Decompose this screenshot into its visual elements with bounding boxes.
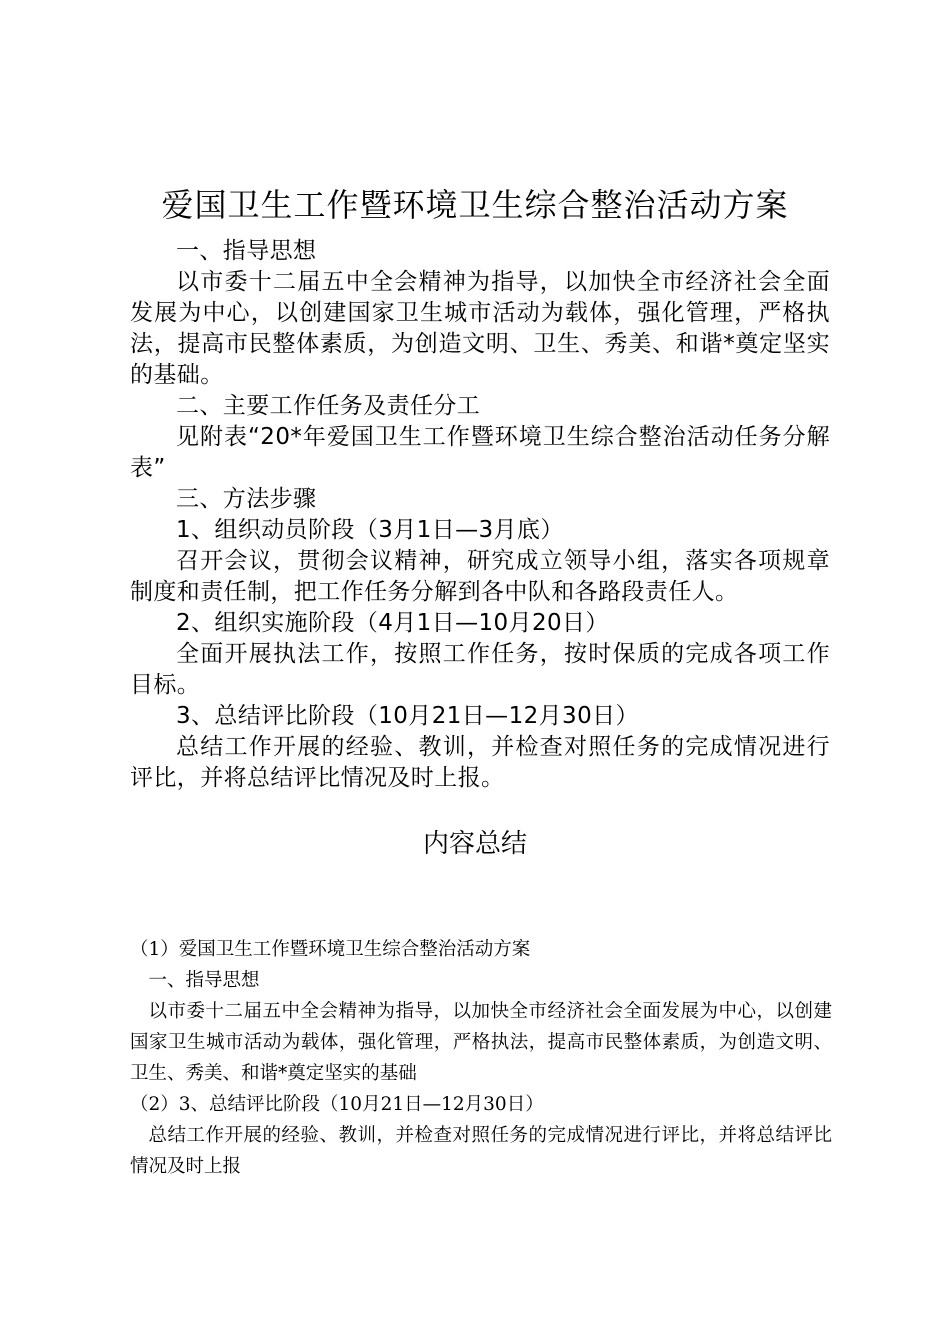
paragraph: 见附表“20*年爱国卫生工作暨环境卫生综合整治活动任务分解表” xyxy=(130,424,830,481)
step-heading: 3、总结评比阶段（10月21日—12月30日） xyxy=(176,703,639,729)
summary-line: （2）3、总结评比阶段（10月21日—12月30日） xyxy=(130,1094,544,1115)
summary-body xyxy=(130,934,832,1182)
summary-line: （1）爱国卫生工作暨环境卫生综合整治活动方案 xyxy=(130,939,531,960)
summary-heading: 内容总结 xyxy=(422,829,527,859)
paragraph: 召开会议，贯彻会议精神，研究成立领导小组，落实各项规章制度和责任制，把工作任务分解到各中队和各路段责任人。 xyxy=(130,548,830,605)
paragraph: 总结工作开展的经验、教训，并检查对照任务的完成情况进行评比，并将总结评比情况及时上报。 xyxy=(130,734,830,791)
summary-line: 总结工作开展的经验、教训，并检查对照任务的完成情况进行评比，并将总结评比情况及时上报 xyxy=(130,1125,832,1177)
paragraph: 全面开展执法工作，按照工作任务，按时保质的完成各项工作目标。 xyxy=(130,641,830,698)
paragraph: 以市委十二届五中全会精神为指导，以加快全市经济社会全面发展为中心，以创建国家卫生城市活动为载体，强化管理，严格执法，提高市民整体素质，为创造文明、卫生、秀美、和谐*奠定坚实的基础。 xyxy=(130,269,830,388)
section-heading-methods: 三、方法步骤 xyxy=(176,486,317,512)
document-body xyxy=(130,236,830,794)
step-heading: 2、组织实施阶段（4月1日—10月20日） xyxy=(176,610,609,636)
summary-line: 以市委十二届五中全会精神为指导，以加快全市经济社会全面发展为中心，以创建国家卫生城市活动为载体，强化管理，严格执法，提高市民整体素质，为创造文明、卫生、秀美、和谐*奠定坚实的基础 xyxy=(130,1001,832,1084)
section-heading-main-tasks: 二、主要工作任务及责任分工 xyxy=(176,393,481,419)
document-title: 爱国卫生工作暨环境卫生综合整治活动方案 xyxy=(161,186,789,224)
summary-line: 一、指导思想 xyxy=(148,970,260,991)
step-heading: 1、组织动员阶段（3月1日—3月底） xyxy=(176,517,564,543)
section-heading-guiding-thought: 一、指导思想 xyxy=(176,238,317,264)
